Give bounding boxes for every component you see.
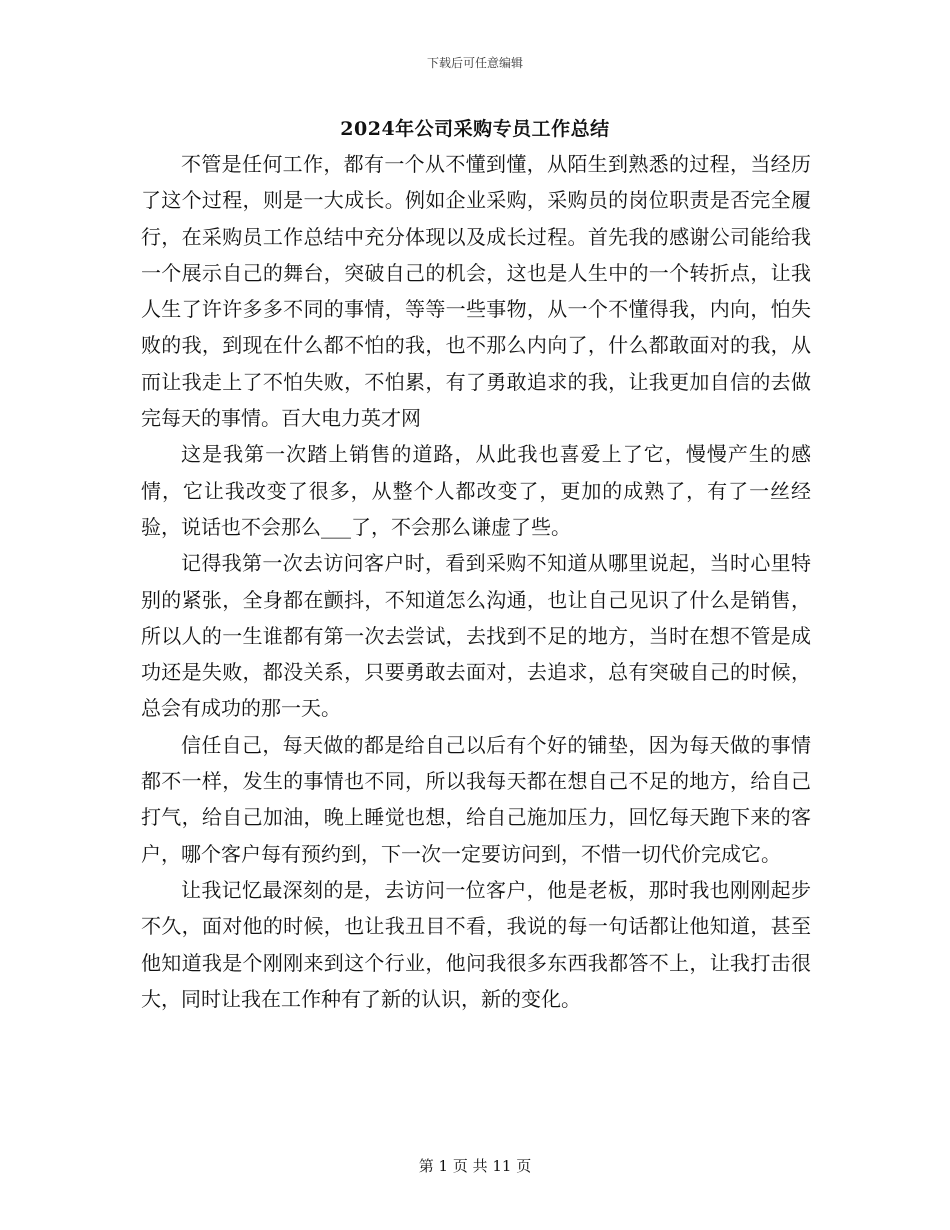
document-title: 2024年公司采购专员工作总结 (340, 118, 610, 140)
page-indicator: 第 1 页 共 11 页 (418, 1157, 532, 1175)
paragraph: 这是我第一次踏上销售的道路，从此我也喜爱上了它，慢慢产生的感情，它让我改变了很多，从整个人都改变了，更加的成熟了，有了一丝经验，说话也不会那么___了，不会那么谦虚了些。 (141, 442, 811, 539)
paragraph: 让我记忆最深刻的是，去访问一位客户，他是老板，那时我也刚刚起步不久，面对他的时候，也让我丑目不看，我说的每一句话都让他知道，甚至他知道我是个刚刚来到这个行业，他问我很多东西我都答不上，让我打击很大，同时让我在工作种有了新的认识，新的变化。 (141, 877, 811, 1011)
header-note: 下载后可任意编辑 (426, 56, 523, 70)
paragraph: 记得我第一次去访问客户时，看到采购不知道从哪里说起，当时心里特别的紧张，全身都在颤抖，不知道怎么沟通，也让自己见识了什么是销售，所以人的一生谁都有第一次去尝试，去找到不足的地方，当时在想不管是成功还是失败，都没关系，只要勇敢去面对，去追求，总有突破自己的时候，总会有成功的那一天。 (141, 551, 811, 721)
document-body (141, 146, 811, 1017)
paragraph: 不管是任何工作，都有一个从不懂到懂，从陌生到熟悉的过程，当经历了这个过程，则是一大成长。例如企业采购，采购员的岗位职责是否完全履行，在采购员工作总结中充分体现以及成长过程。首先我的感谢公司能给我一个展示自己的舞台，突破自己的机会，这也是人生中的一个转折点，让我人生了许许多多不同的事情，等等一些事物，从一个不懂得我，内向，怕失败的我，到现在什么都不怕的我，也不那么内向了，什么都敢面对的我，从而让我走上了不怕失败，不怕累，有了勇敢追求的我，让我更加自信的去做完每天的事情。百大电力英才网 (141, 152, 811, 431)
paragraph: 信任自己，每天做的都是给自己以后有个好的铺垫，因为每天做的事情都不一样，发生的事情也不同，所以我每天都在想自己不足的地方，给自己打气，给自己加油，晚上睡觉也想，给自己施加压力，回忆每天跑下来的客户，哪个客户每有预约到，下一次一定要访问到，不惜一切代价完成它。 (141, 732, 811, 866)
